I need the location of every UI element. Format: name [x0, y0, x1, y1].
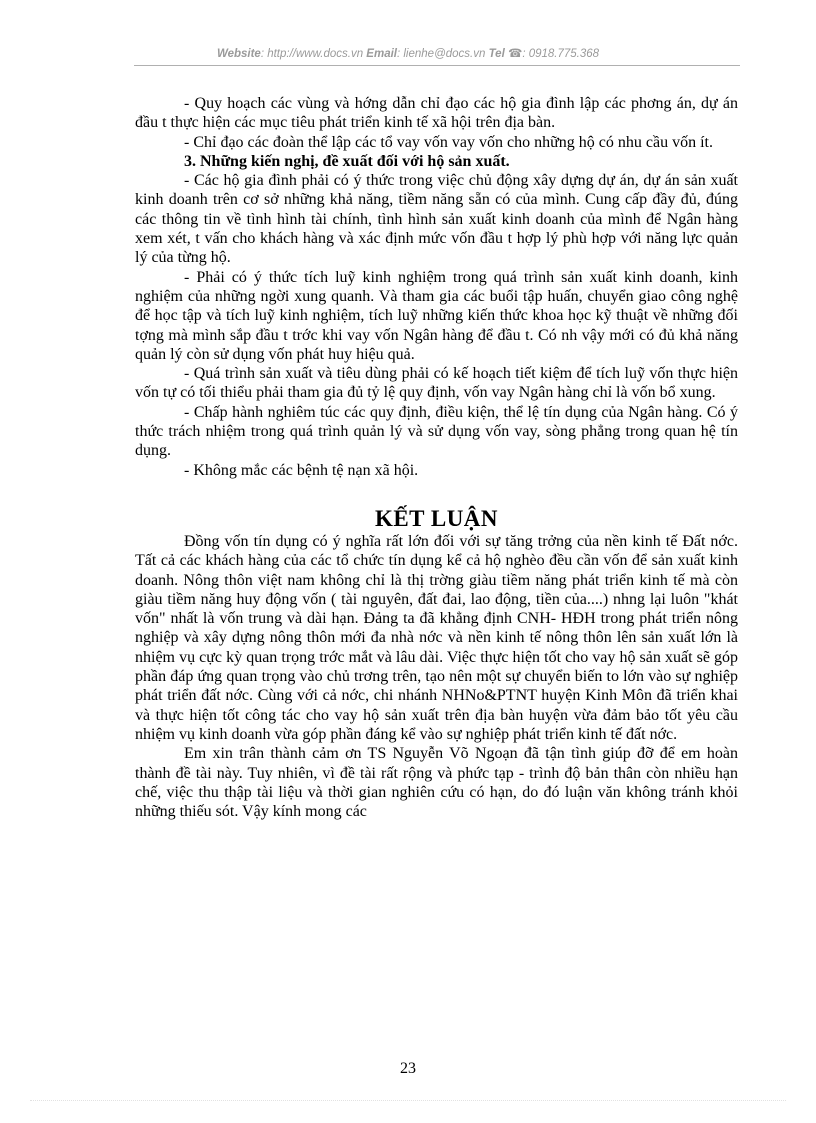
paragraph: Em xin trân thành cảm ơn TS Nguyễn Võ Ngoạn đã tận tình giúp đỡ để em hoàn thành đề tài này. Tuy nhiên, vì đề tài rất rộng và phức tạp - trình độ bản thân còn nhiều hạn chế, việc thu thập tài liệu và thời gian nghiên cứu có hạn, do đó luận văn không tránh khỏi những thiếu sót. Vậy kính mong các — [135, 745, 738, 821]
email-label: Email — [366, 48, 397, 60]
paragraph: - Không mắc các bệnh tệ nạn xã hội. — [184, 461, 419, 479]
footer-divider — [30, 1100, 786, 1101]
paragraph: - Quá trình sản xuất và tiêu dùng phải có kế hoạch tiết kiệm để tích luỹ vốn thực hiện vốn tự có tối thiểu phải tham gia đủ tỷ lệ quy định, vốn vay Ngân hàng chỉ là vốn bổ xung. — [135, 365, 738, 402]
section-heading-3: 3. Những kiến nghị, đề xuất đối với hộ sản xuất. — [184, 152, 510, 170]
page-number: 23 — [400, 1060, 416, 1077]
email-value: : lienhe@docs.vn — [396, 48, 486, 60]
paragraph: - Phải có ý thức tích luỹ kinh nghiệm trong quá trình sản xuất kinh doanh, kinh nghiệm của những ngời xung quanh. Và tham gia các buổi tập huấn, chuyển giao công nghệ để học tập và tích luỹ kinh nghiệm, tích luỹ những kiến thức khoa học kỹ thuật về những đối tợng mà mình sắp đầu t trớc khi vay vốn Ngân hàng để đầu t. Có nh vậy mới có đủ khả năng quản lý còn sử dụng vốn phát huy hiệu quả. — [135, 268, 738, 363]
tel-value: : 0918.775.368 — [522, 48, 600, 60]
paragraph: - Quy hoạch các vùng và hớng dẫn chỉ đạo các hộ gia đình lập các phơng án, dự án đầu t thực hiện các mục tiêu phát triển kinh tế xã hội trên địa bàn. — [135, 95, 738, 132]
paragraph: - Chỉ đạo các đoàn thể lập các tổ vay vốn vay vốn cho những hộ có nhu cầu vốn ít. — [184, 133, 713, 151]
website-value: : http://www.docs.vn — [260, 48, 364, 60]
tel-label: Tel — [488, 48, 505, 60]
page-header — [0, 46, 816, 60]
paragraph: - Chấp hành nghiêm túc các quy định, điều kiện, thể lệ tín dụng của Ngân hàng. Có ý thức trách nhiệm trong quá trình quản lý và sử dụng vốn vay, sòng phẳng trong quan hệ tín dụng. — [135, 403, 738, 460]
paragraph: Đồng vốn tín dụng có ý nghĩa rất lớn đối với sự tăng trởng của nền kinh tế Đất nớc. Tất cả các khách hàng của các tổ chức tín dụng kể cả hộ nghèo đều cần vốn để sản xuất kinh doanh. Nông thôn việt nam không chỉ là thị trờng giàu tiềm năng phát triển kinh tế mà còn giàu tiềm năng huy động vốn ( tài nguyên, đất đai, lao động, tiền của....) nhng lại luôn "khát vốn" nhất là vốn trung và dài hạn. Đảng ta đã khẳng định CNH- HĐH trong phát triển nông nghiệp và xây dựng nông thôn mới đa nhà nớc và nền kinh tế nông thôn lên sản xuất lớn là nhiệm vụ cực kỳ quan trọng trớc mắt và lâu dài. Việc thực hiện tốt cho vay hộ sản xuất sẽ góp phần đáp ứng quan trọng vào chủ trơng trên, tạo nên một sự chuyển biến to lớn vào sự nghiệp phát triển đất nớc. Cùng với cả nớc, chi nhánh NHNo&PTNT huyện Kinh Môn đã triển khai và thực hiện tốt công tác cho vay hộ sản xuất trên địa bàn huyện vừa đảm bảo tốt yêu cầu nhiệm vụ kinh doanh vừa góp phần đáng kể vào sự nghiệp phát triển kinh tế đất nớc. — [135, 532, 738, 743]
document-body — [135, 94, 738, 821]
phone-icon: ☎ — [507, 48, 523, 60]
header-divider — [134, 65, 740, 66]
conclusion-title: KẾT LUẬN — [374, 505, 499, 531]
paragraph: - Các hộ gia đình phải có ý thức trong việc chủ động xây dựng dự án, dự án sản xuất kinh doanh trên cơ sở những khả năng, tiềm năng sẵn có của mình. Cung cấp đầy đủ, đúng các thông tin về tình hình tài chính, tình hình sản xuất kinh doanh của mình để Ngân hàng xem xét, t vấn cho khách hàng và xác định mức vốn đầu t hợp lý phù hợp với năng lực quản lý của từng hộ. — [135, 172, 738, 267]
website-label: Website — [216, 48, 261, 60]
